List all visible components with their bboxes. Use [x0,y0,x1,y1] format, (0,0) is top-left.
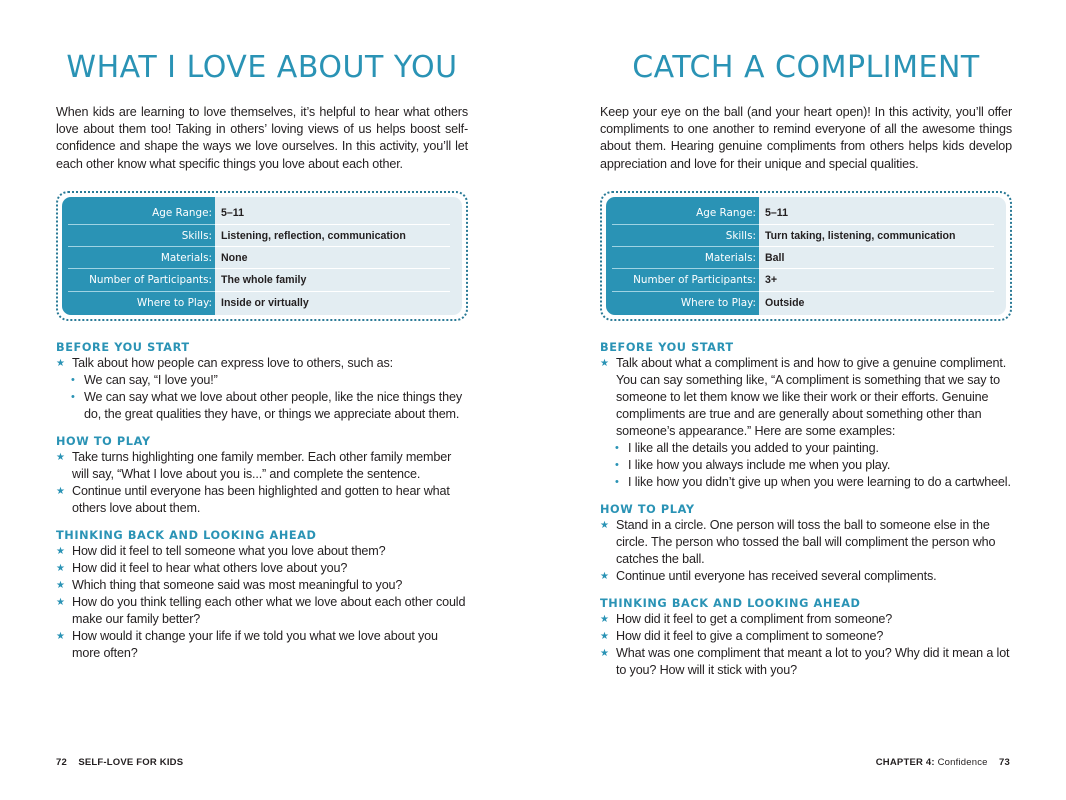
sub-list-item [600,457,1012,474]
list-item-text: Stand in a circle. One person will toss the ball to someone else in the circle. The person who tossed the ball will compliment the person who catches the ball. [616,517,996,566]
star-icon: ★ [600,570,609,582]
before-list [56,355,468,372]
list-item [56,594,468,628]
chapter-label: CHAPTER 4: [875,757,935,768]
dot-icon: • [71,373,75,386]
star-icon: ★ [600,519,609,531]
list-item [56,628,468,662]
list-item-text: Take turns highlighting one family member. Each other family member will say, “What I love about you is...” and complete the sentence. [72,449,452,481]
info-value: 5–11 [215,203,450,225]
info-box-inner [62,197,462,315]
info-value: 3+ [759,269,994,291]
how-list [600,517,1012,585]
info-values [215,197,462,315]
section-heading: HOW TO PLAY [56,434,151,448]
page-footer [56,757,183,768]
activity-sections [56,341,468,662]
page-title: WHAT I LOVE ABOUT YOU [66,50,458,85]
sub-item-text: I like how you always include me when you play. [628,457,891,472]
star-icon: ★ [56,451,65,463]
chapter-name: Confidence [937,757,988,768]
info-value: 5–11 [759,203,994,225]
list-item-text: How did it feel to tell someone what you love about them? [72,543,386,558]
left-content [56,48,468,662]
list-item [56,543,468,560]
info-labels [62,197,215,315]
info-label: Age Range: [68,203,215,225]
star-icon: ★ [56,562,65,574]
sub-item-text: We can say what we love about other people, like the nice things they do, the great qualities they have, or things we appreciate about them. [84,389,462,421]
before-sub-list [56,372,468,423]
info-label: Age Range: [612,203,759,225]
list-item-text: How did it feel to give a compliment to someone? [616,628,884,643]
list-item-text: How did it feel to hear what others love about you? [72,560,348,575]
section-heading: BEFORE YOU START [600,340,734,354]
list-item [600,611,1012,628]
info-labels [606,197,759,315]
info-label: Skills: [68,225,215,247]
intro-paragraph: Keep your eye on the ball (and your heart open)! In this activity, you’ll offer compliments to one another to remind everyone of all the awesome things about them. Hearing genuine compliments from others helps kids develop appreciation and love for their unique and special qualities. [600,105,1012,171]
activity-info-box [56,191,468,321]
info-label: Materials: [612,247,759,269]
section-heading: BEFORE YOU START [56,340,190,354]
info-label: Number of Participants: [68,269,215,291]
list-item-text: Talk about what a compliment is and how to give a genuine compliment. You can say something like, “A compliment is something that we say to someone to let them know we like their work or their efforts. Genuine compliments are true and are generally about something other than someone’s appearance.” Here are some examples: [616,355,1007,438]
star-icon: ★ [56,579,65,591]
list-item [56,560,468,577]
section-heading: THINKING BACK AND LOOKING AHEAD [600,596,861,610]
list-item [600,568,1012,585]
right-content [600,48,1012,679]
list-item [600,645,1012,679]
list-item-text: Talk about how people can express love to others, such as: [72,355,394,370]
dot-icon: • [615,458,619,471]
list-item-text: How would it change your life if we told you what we love about you more often? [72,628,438,660]
info-value: Outside [765,296,805,309]
star-icon: ★ [56,357,65,369]
list-item-text: How do you think telling each other what we love about each other could make our family better? [72,594,466,626]
star-icon: ★ [56,545,65,557]
page-footer [876,757,1010,768]
info-label: Number of Participants: [612,269,759,291]
info-label: Where to Play: [136,296,212,309]
star-icon: ★ [600,647,609,659]
info-label: Skills: [612,225,759,247]
list-item-text: What was one compliment that meant a lot to you? Why did it mean a lot to you? How will it stick with you? [616,645,1010,677]
book-title: SELF-LOVE FOR KIDS [78,757,184,768]
activity-info-box [600,191,1012,321]
info-value: Inside or virtually [221,296,309,309]
info-box-inner [606,197,1006,315]
info-label: Materials: [68,247,215,269]
info-value: None [215,247,450,269]
sub-list-item [600,440,1012,457]
list-item [600,355,1012,440]
list-item-text: Continue until everyone has received several compliments. [616,568,937,583]
thinking-list [56,543,468,662]
list-item [56,355,468,372]
page-number: 72 [56,757,67,768]
sub-list-item [600,474,1012,491]
info-value: Turn taking, listening, communication [759,225,994,247]
list-item [56,483,468,517]
list-item [600,628,1012,645]
sub-item-text: I like all the details you added to your painting. [628,440,879,455]
how-list [56,449,468,517]
before-sub-list [600,440,1012,491]
star-icon: ★ [600,630,609,642]
list-item-text: Continue until everyone has been highlighted and gotten to hear what others love about them. [72,483,450,515]
dot-icon: • [615,475,619,488]
info-value: Listening, reflection, communication [215,225,450,247]
page-title: CATCH A COMPLIMENT [632,50,980,85]
star-icon: ★ [600,357,609,369]
star-icon: ★ [56,485,65,497]
before-list [600,355,1012,440]
dot-icon: • [615,441,619,454]
info-values [759,197,1006,315]
sub-item-text: I like how you didn’t give up when you were learning to do a cartwheel. [628,474,1011,489]
info-label: Where to Play: [680,296,756,309]
list-item-text: Which thing that someone said was most meaningful to you? [72,577,403,592]
section-heading: HOW TO PLAY [600,502,695,516]
sub-list-item [56,372,468,389]
section-heading: THINKING BACK AND LOOKING AHEAD [56,528,317,542]
dot-icon: • [71,390,75,403]
star-icon: ★ [600,613,609,625]
star-icon: ★ [56,630,65,642]
thinking-list [600,611,1012,679]
list-item [56,577,468,594]
list-item-text: How did it feel to get a compliment from someone? [616,611,893,626]
list-item [600,517,1012,568]
right-page [533,0,1066,800]
star-icon: ★ [56,596,65,608]
info-value: The whole family [215,269,450,291]
intro-paragraph: When kids are learning to love themselves, it’s helpful to hear what others love about them too! Taking in others’ loving views of us helps boost self-confidence and shape the ways we love ourselves. In this activity, you’ll let each other know what specific things you love about each other. [56,105,468,171]
sub-list-item [56,389,468,423]
list-item [56,449,468,483]
sub-item-text: We can say, “I love you!” [84,372,218,387]
page-number: 73 [999,757,1010,768]
activity-sections [600,341,1012,679]
info-value: Ball [759,247,994,269]
